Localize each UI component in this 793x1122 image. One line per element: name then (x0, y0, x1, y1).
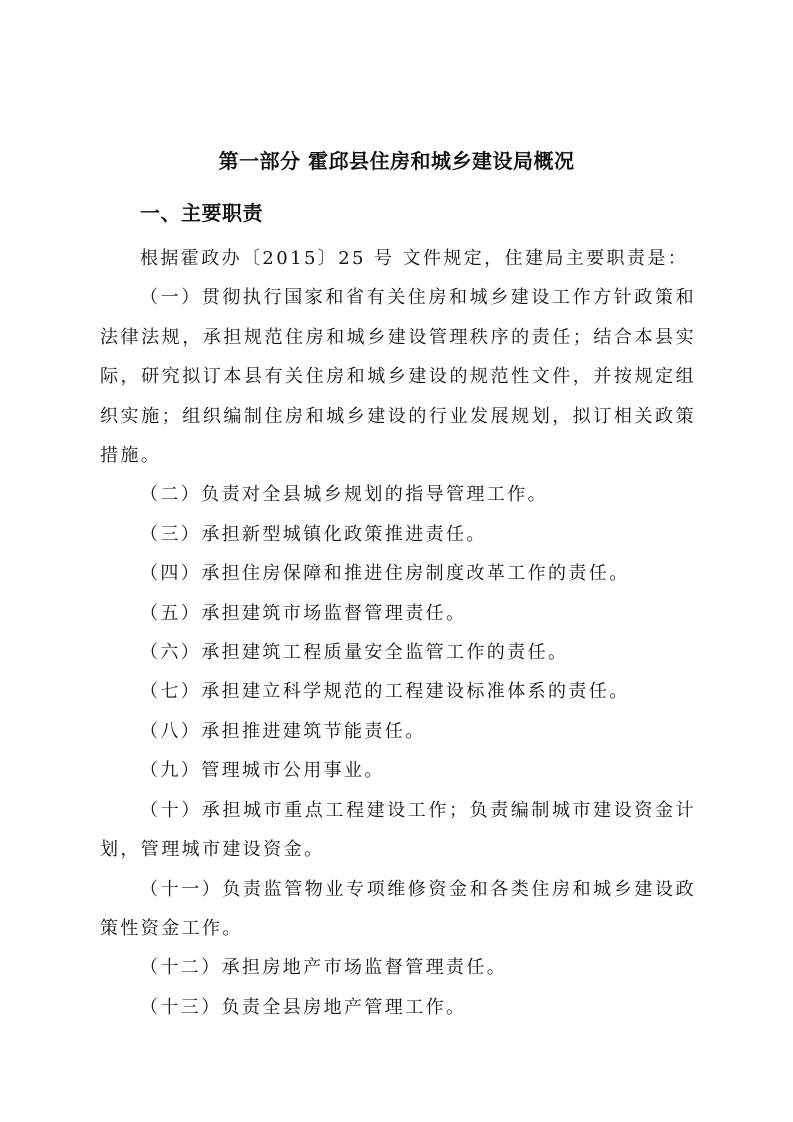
duty-paragraph-2: （二）负责对全县城乡规划的指导管理工作。 (140, 484, 548, 506)
duty-paragraph-8: （八）承担推进建筑节能责任。 (140, 720, 426, 742)
document-body (100, 239, 696, 1027)
duty-paragraph-12: （十二）承担房地产市场监督管理责任。 (140, 957, 508, 979)
duty-paragraph-10: （十）承担城市重点工程建设工作；负责编制城市建设资金计划，管理城市建设资金。 (100, 799, 696, 861)
section-heading: 一、主要职责 (140, 201, 263, 225)
duty-paragraph-1: （一）贯彻执行国家和省有关住房和城乡建设工作方针政策和法律法规，承担规范住房和城乡建设管理秩序的责任；结合本县实际，研究拟订本县有关住房和城乡建设的规范性文件，并按规定组织实施；组织编制住房和城乡建设的行业发展规划，拟订相关政策措施。 (100, 287, 696, 467)
duty-paragraph-7: （七）承担建立科学规范的工程建设标准体系的责任。 (140, 681, 630, 703)
duty-paragraph-13: （十三）负责全县房地产管理工作。 (140, 996, 467, 1018)
duty-paragraph-5: （五）承担建筑市场监督管理责任。 (140, 602, 467, 624)
duty-paragraph-3: （三）承担新型城镇化政策推进责任。 (140, 523, 487, 545)
duty-paragraph-6: （六）承担建筑工程质量安全监管工作的责任。 (140, 642, 569, 664)
duty-paragraph-11: （十一）负责监管物业专项维修资金和各类住房和城乡建设政策性资金工作。 (100, 878, 696, 939)
duty-paragraph-9: （九）管理城市公用事业。 (140, 760, 385, 782)
intro-paragraph: 根据霍政办〔2015〕25 号 文件规定，住建局主要职责是： (140, 248, 689, 269)
duty-paragraph-4: （四）承担住房保障和推进住房制度改革工作的责任。 (140, 563, 630, 585)
document-title: 第一部分 霍邱县住房和城乡建设局概况 (218, 149, 575, 173)
